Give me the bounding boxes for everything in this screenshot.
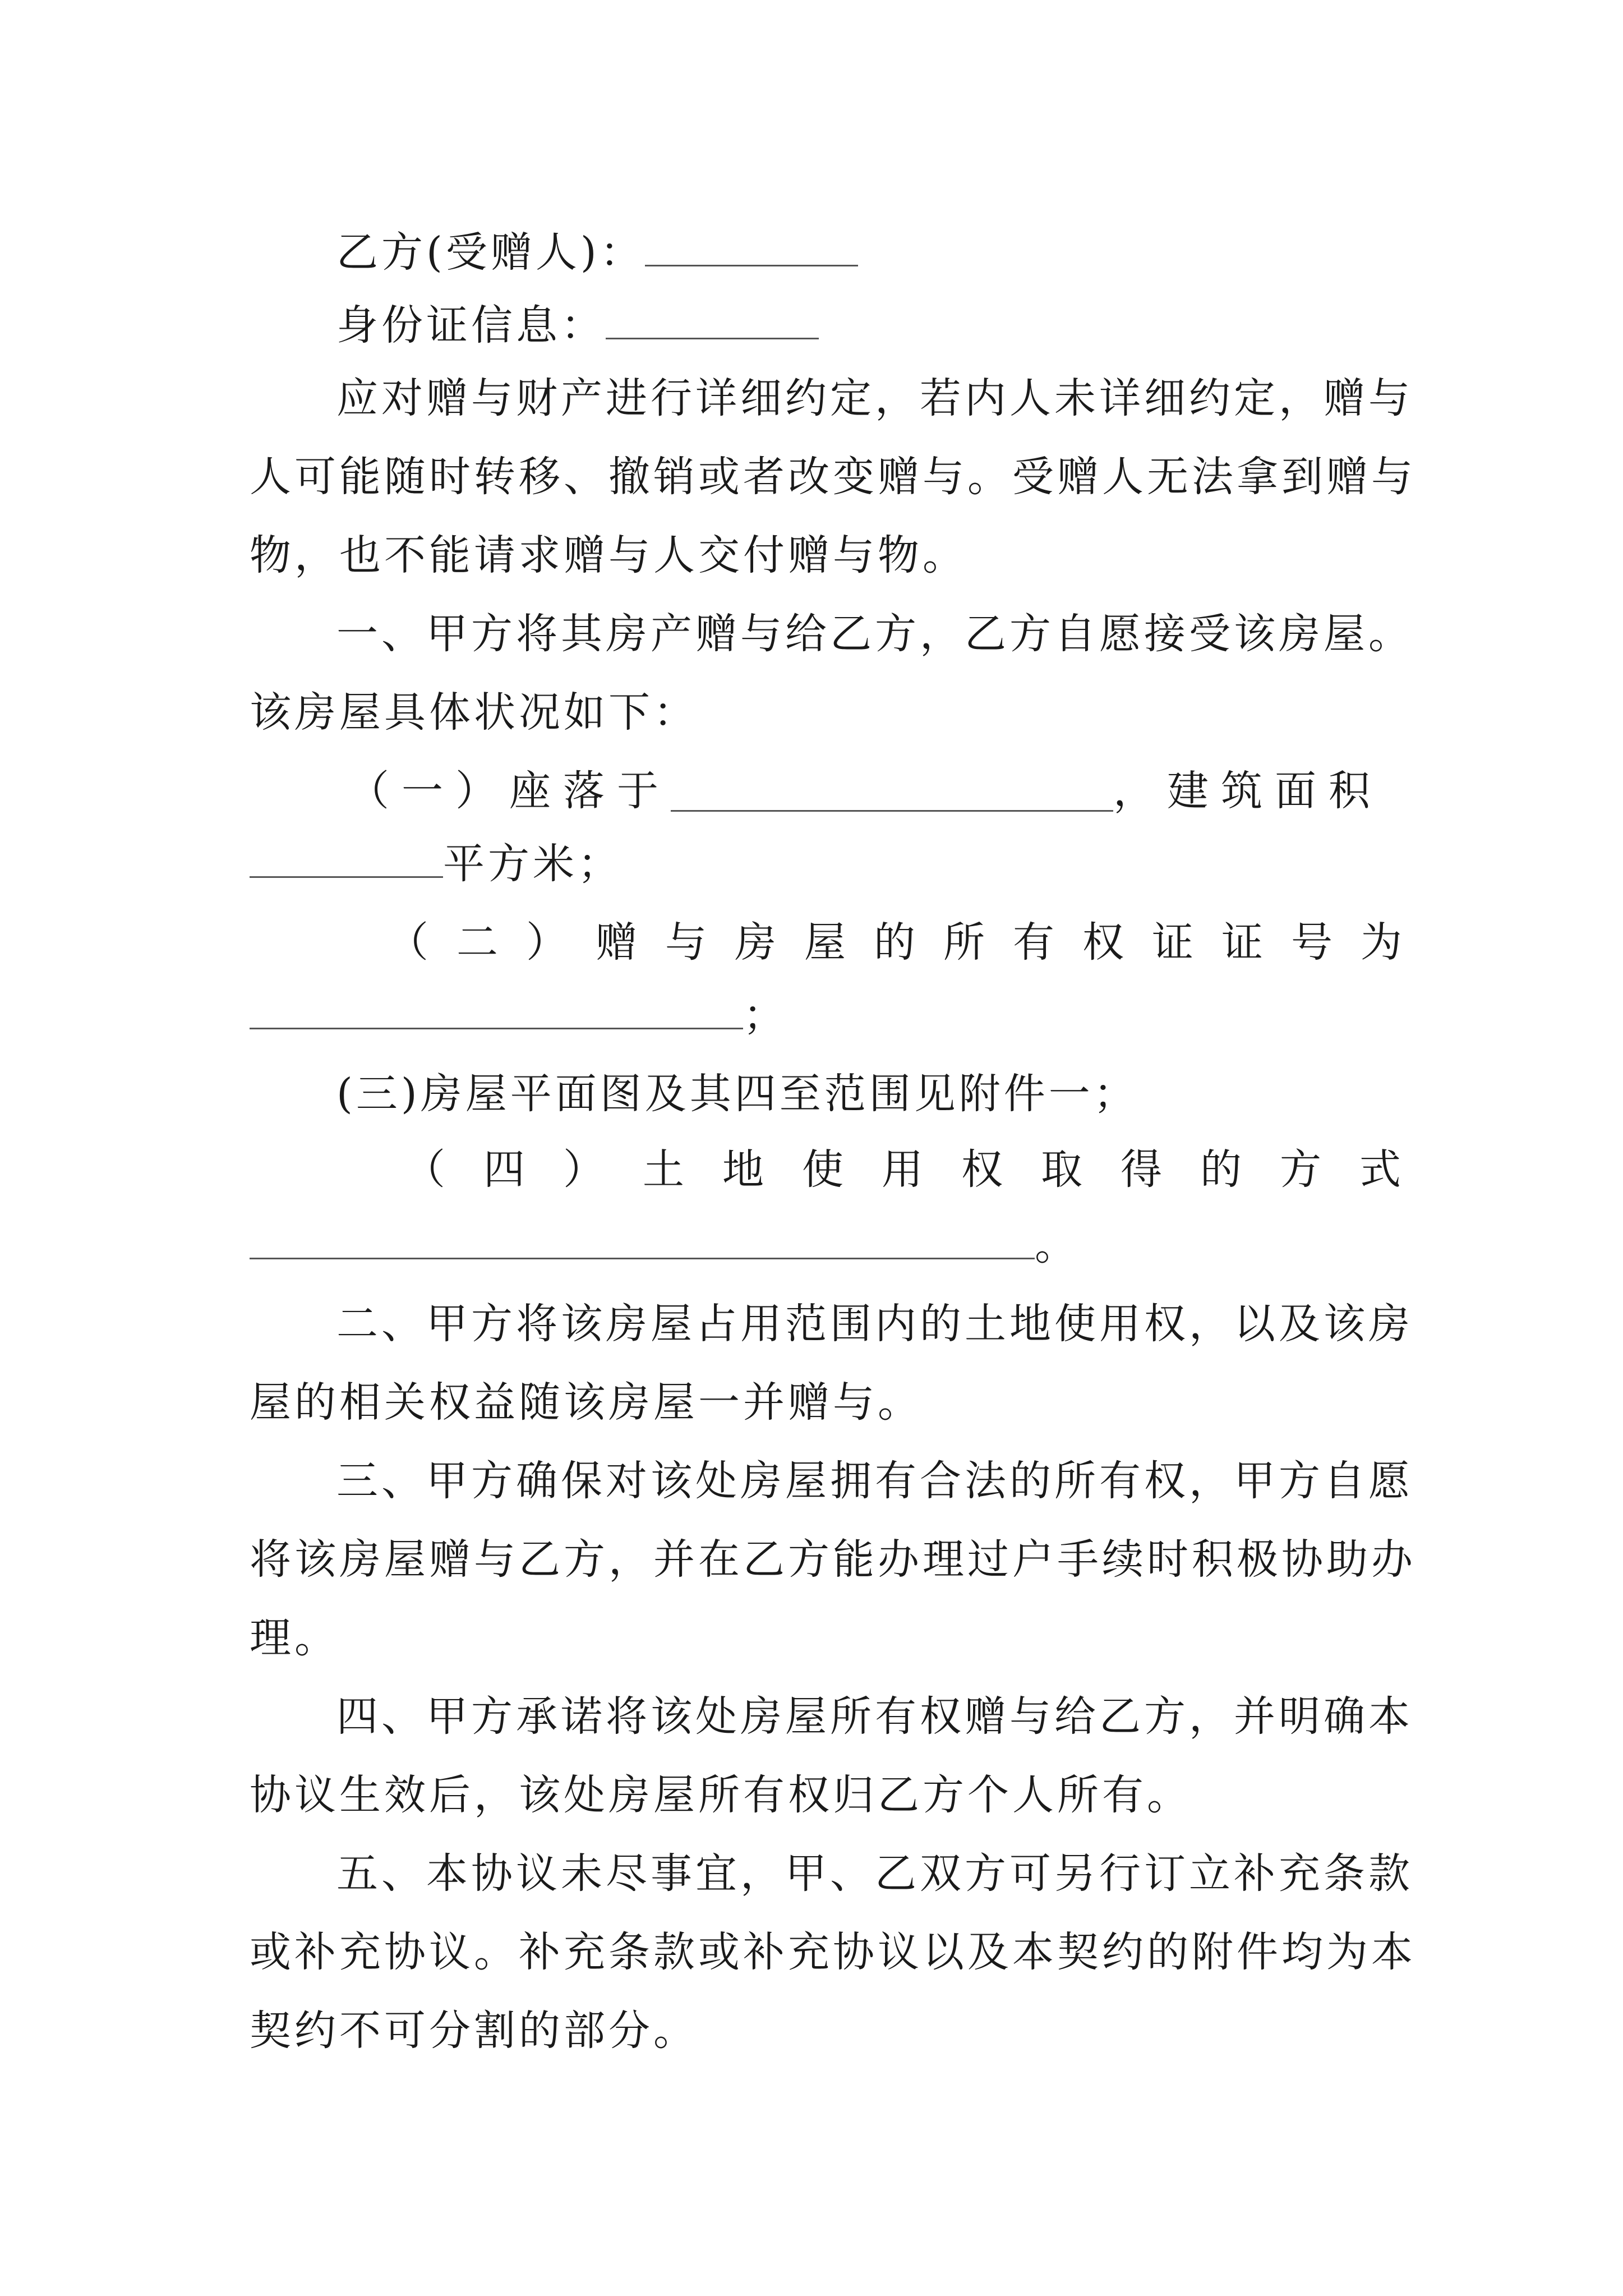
item1-prefix: （一）座落于 [348, 767, 671, 815]
clause5-line-2: 或补充协议。补充条款或补充协议以及本契约的附件均为本 [250, 1928, 1416, 1976]
item2-cert-blank [250, 988, 743, 1029]
item1-line-1 [348, 752, 1382, 830]
intro-line-1: 应对赠与财产进行详细约定，若内人未详细约定，赠与 [336, 374, 1413, 422]
clause1-line-2: 该房屋具体状况如下： [250, 688, 698, 737]
id-line [336, 286, 1382, 365]
item2-line-2 [250, 976, 1382, 1055]
id-blank [606, 298, 819, 339]
intro-line-3: 物，也不能请求赠与人交付赠与物。 [250, 531, 967, 579]
clause3-line-3: 理。 [250, 1614, 339, 1662]
recipient-label: 乙方(受赠人)： [336, 228, 645, 277]
item2-suffix: ； [743, 991, 788, 1039]
clause5-line-3: 契约不可分割的部分。 [250, 2007, 698, 2055]
clause1-line-1: 一、甲方将其房产赠与给乙方，乙方自愿接受该房屋。 [336, 610, 1413, 658]
item4-suffix: 。 [1035, 1221, 1080, 1269]
item1-location-blank [671, 771, 1113, 812]
id-label: 身份证信息： [336, 301, 606, 349]
item4-line-2 [250, 1206, 1382, 1285]
item3-line: (三)房屋平面图及其四至范围见附件一； [336, 1070, 1138, 1118]
clause2-line-1: 二、甲方将该房屋占用范围内的土地使用权，以及该房 [336, 1300, 1413, 1348]
clause4-line-1: 四、甲方承诺将该处房屋所有权赠与给乙方，并明确本 [336, 1692, 1413, 1741]
item1-suffix: 平方米； [443, 840, 623, 888]
item4-prefix: （四）土地使用权取得的方式 [404, 1145, 1439, 1194]
recipient-line [336, 213, 1382, 292]
item4-line-1 [404, 1130, 1439, 1209]
item1-area-blank [250, 837, 443, 878]
recipient-blank [645, 226, 858, 266]
item1-line-2 [250, 825, 1382, 903]
clause3-line-1: 三、甲方确保对该处房屋拥有合法的所有权，甲方自愿 [336, 1457, 1413, 1505]
item4-method-blank [250, 1218, 1035, 1259]
item1-mid: ，建筑面积 [1113, 767, 1382, 815]
clause5-line-1: 五、本协议未尽事宜，甲、乙双方可另行订立补充条款 [336, 1849, 1413, 1898]
clause3-line-2: 将该房屋赠与乙方，并在乙方能办理过户手续时积极协助办 [250, 1535, 1416, 1584]
clause4-line-2: 协议生效后，该处房屋所有权归乙方个人所有。 [250, 1771, 1192, 1819]
item2-prefix: （二）赠与房屋的所有权证证号为 [387, 918, 1430, 967]
clause2-line-2: 屋的相关权益随该房屋一并赠与。 [250, 1378, 923, 1427]
intro-line-2: 人可能随时转移、撤销或者改变赠与。受赠人无法拿到赠与 [250, 453, 1416, 501]
item2-line-1 [387, 903, 1430, 982]
